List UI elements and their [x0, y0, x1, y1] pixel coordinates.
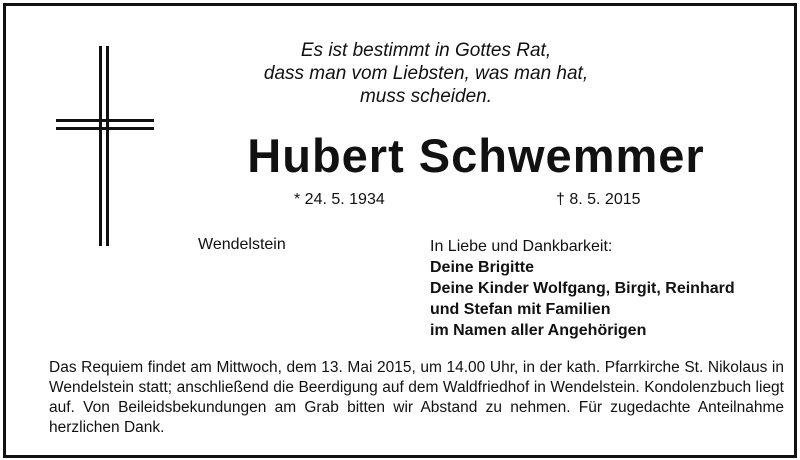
obituary-frame [3, 3, 797, 458]
mourner-line: Deine Brigitte [430, 259, 535, 276]
mourner-line: Deine Kinder Wolfgang, Birgit, Reinhard [430, 280, 735, 297]
funeral-notice: Das Requiem findet am Mittwoch, dem 13. Mai 2015, um 14.00 Uhr, in der kath. Pfarrkirche St. Nikolaus in Wendelstein statt; anschließend die Beerdigung auf dem Waldfriedhof in Wendelstein. Kondolenzbuch liegt auf. Von Beileidsbekundungen am Grab bitten wir Abstand zu nehmen. Für zugedachte Anteilnahme herzlichen Dank. [49, 359, 784, 436]
cross-crossbar [56, 119, 154, 132]
verse-line-2: dass man vom Liebsten, was man hat, [263, 63, 589, 84]
mourners-intro: In Liebe und Dankbarkeit: [430, 238, 613, 255]
mourner-line: und Stefan mit Familien [430, 301, 611, 318]
verse-line-1: Es ist bestimmt in Gottes Rat, [300, 40, 552, 61]
place-name: Wendelstein [198, 236, 286, 253]
death-date: † 8. 5. 2015 [556, 191, 641, 208]
verse-line-3: muss scheiden. [359, 86, 492, 107]
mourners-block [430, 236, 735, 341]
mourner-line: im Namen aller Angehörigen [430, 322, 647, 339]
birth-date: * 24. 5. 1934 [294, 191, 385, 208]
verse [236, 39, 616, 108]
deceased-name: Hubert Schwemmer [247, 129, 705, 182]
cross-icon [99, 46, 110, 246]
